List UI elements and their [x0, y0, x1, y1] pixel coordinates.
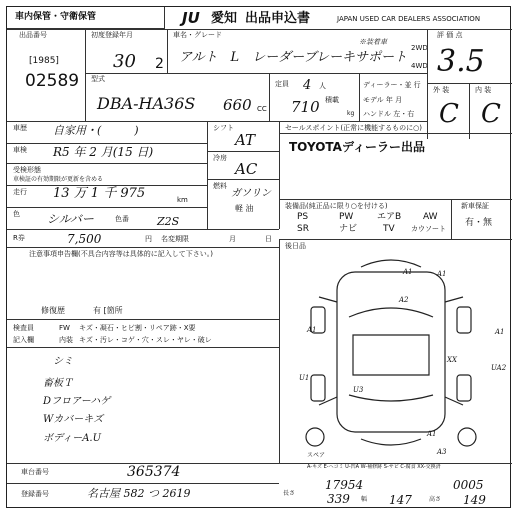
length-label: 長さ [283, 490, 296, 497]
dealer-line1: ディーラー・並 行 [363, 81, 421, 89]
post-note-label: 後日品 [285, 242, 306, 250]
int-value: キズ・汚レ・コゲ・穴・スレ・ヤレ・破レ [79, 336, 212, 344]
equip-ps: PS [297, 212, 309, 222]
notices-label: 注意事項申告欄(不具合内容等は具体的に記入して下さい。) [29, 250, 213, 258]
length-value: 339 [327, 492, 350, 506]
model-value: DBA-HA36S [97, 94, 196, 113]
drive-4wd: 4WD [411, 62, 428, 70]
storage-label: 車内保管・守衛保管 [15, 12, 97, 22]
fuel-label: 燃料 [213, 182, 227, 190]
inspector-label: 検査員 [13, 324, 34, 332]
equip-aw: AW [423, 212, 438, 222]
width-label: 幅 [361, 496, 368, 503]
equip-pw: PW [339, 212, 354, 222]
capacity-label: 定員 [275, 80, 289, 88]
grade-int-value: C [481, 99, 501, 129]
damage-mark-a1-left: A1 [307, 326, 317, 334]
chassis-value: 365374 [127, 464, 181, 480]
first-reg-month: 2 [155, 56, 164, 72]
cc-unit: CC [257, 105, 267, 113]
color-code-label: 色番 [115, 215, 129, 223]
spare-label: スペア [307, 452, 326, 459]
inspection-value: R5 年 2 月(15 日) [53, 145, 154, 159]
inspection-form-label: 受検形態 [13, 166, 41, 174]
chassis-label: 車台番号 [21, 468, 49, 476]
grade-ext-value: C [439, 99, 459, 129]
load-unit: kg [347, 110, 355, 117]
name-change-label: 名変期限 [161, 235, 189, 243]
car-damage-diagram [279, 247, 511, 462]
model-label: 型式 [91, 75, 105, 83]
usage-value: 自家用・( ) [53, 124, 139, 137]
equipment-label: 装備品(純正品に限り○を付ける) [285, 202, 388, 210]
fw-value: キズ・凝石・ヒビ割・リペア跡・X要 [79, 324, 196, 332]
recycle-label: R券 [13, 234, 25, 242]
height-label: 高さ [429, 496, 442, 503]
inspector-note-2: 畜板Ｔ [43, 378, 73, 389]
equip-airbag: エアB [377, 212, 402, 222]
vehicle-name-label: 車名・グレード [173, 31, 222, 39]
lot-number: 02589 [25, 71, 80, 91]
grade-int-label: 内 装 [475, 86, 492, 94]
damage-mark-xx: XX [447, 356, 457, 364]
mileage-label: 走行 [13, 188, 27, 196]
org-logo: JU [182, 9, 200, 27]
shift-value: AT [235, 131, 256, 149]
dealer-line3: ハンドル 左・右 [363, 110, 415, 118]
first-reg-label: 初度登録年月 [91, 31, 133, 39]
warranty-value: 有・無 [465, 218, 493, 228]
sales-point-label: セールスポイント(正常に機能するものに○) [285, 124, 422, 132]
load-label: 積載 [325, 96, 339, 104]
inspector-note-4: Wカバーキズ [43, 414, 104, 425]
int-label: 内装 [59, 336, 73, 344]
code-1: 17954 [325, 478, 364, 492]
repair-value: 有 [箇所 [93, 306, 123, 315]
grade-ext-label: 外 装 [433, 86, 450, 94]
mileage-unit: km [177, 196, 188, 204]
fuel-value: ガソリン [231, 188, 271, 199]
equipment-grid [283, 213, 449, 237]
inspector-note-5: ボディーA.U [43, 433, 102, 444]
vehicle-note: ※装着車 [359, 38, 387, 46]
aircon-label: 冷房 [213, 154, 227, 162]
storage-label-box [7, 7, 165, 29]
damage-mark-a1-lower: A1 [427, 430, 437, 438]
org-name: 愛知 [211, 11, 238, 26]
damage-mark-u1: U1 [299, 374, 310, 382]
grade-label: 評 価 点 [437, 31, 463, 39]
grade-score: 3.5 [437, 44, 485, 79]
width-value: 147 [389, 493, 412, 507]
repair-label: 修復歴 [41, 306, 65, 315]
fw-label: FW [59, 324, 70, 332]
inspector-label-2: 記入欄 [13, 336, 34, 344]
color-label: 色 [13, 210, 20, 218]
damage-mark-a3: A3 [437, 448, 447, 456]
warranty-label: 新車保証 [461, 202, 489, 210]
recycle-value: 7,500 [67, 232, 102, 246]
equip-cassette: カウソート [411, 225, 446, 233]
vehicle-name-value: アルト L レーダーブレーキサポート [179, 50, 407, 65]
inspection-form-note: 車検証の有効期限が更新を含める [13, 176, 104, 183]
drive-2wd: 2WD [411, 44, 428, 52]
damage-legend: A-キズ E-ヘコミ U-凹A W-補修跡 S-サビ C-腐食 XX-交換済 [307, 464, 441, 470]
equip-navi: ナビ [339, 224, 358, 234]
damage-mark-a1-top-left: A1 [403, 268, 413, 276]
doc-title: 出品申込書 [245, 11, 311, 26]
code-2: 0005 [453, 478, 484, 492]
color-code-value: Z2S [157, 215, 180, 228]
inspector-note-1: シミ [53, 356, 73, 367]
usage-label: 車歴 [13, 124, 27, 132]
fuel-alt: 軽 油 [235, 204, 254, 213]
inspection-label: 車検 [13, 146, 27, 154]
first-reg-year: 30 [113, 51, 136, 72]
lot-label: 出品番号 [19, 31, 47, 39]
capacity-unit: 人 [319, 82, 326, 90]
height-value: 149 [463, 493, 486, 507]
plate-value: 名古屋 582 つ 2619 [87, 487, 191, 500]
name-change-day: 日 [265, 235, 272, 243]
mileage-value: 13 万 1 千 975 [53, 186, 146, 201]
capacity-value: 4 [303, 78, 312, 93]
equip-sr: SR [297, 224, 309, 234]
auction-sheet [6, 6, 511, 508]
color-value: シルバー [47, 212, 94, 226]
displacement-value: 660 [223, 96, 252, 114]
lot-bracket: [1985] [29, 56, 59, 66]
damage-mark-ua2: UA2 [491, 364, 507, 372]
damage-mark-u3: U3 [353, 386, 364, 394]
plate-label: 登録番号 [21, 490, 49, 498]
org-english: JAPAN USED CAR DEALERS ASSOCIATION [337, 15, 481, 23]
sales-point-value: TOYOTAディーラー出品 [289, 140, 426, 154]
name-change-month: 月 [229, 235, 236, 243]
damage-mark-a1-right: A1 [495, 328, 505, 336]
dealer-line2: モデル 年 月 [363, 96, 403, 104]
shift-label: シフト [213, 124, 234, 132]
weight-value: 710 [291, 98, 320, 116]
damage-mark-a2: A2 [399, 296, 409, 304]
recycle-unit: 円 [145, 235, 152, 243]
aircon-value: AC [235, 160, 258, 178]
damage-mark-a1-top-right: A1 [437, 270, 447, 278]
inspector-note-3: Dフロアーハゲ [43, 396, 111, 407]
equip-tv: TV [383, 224, 395, 234]
